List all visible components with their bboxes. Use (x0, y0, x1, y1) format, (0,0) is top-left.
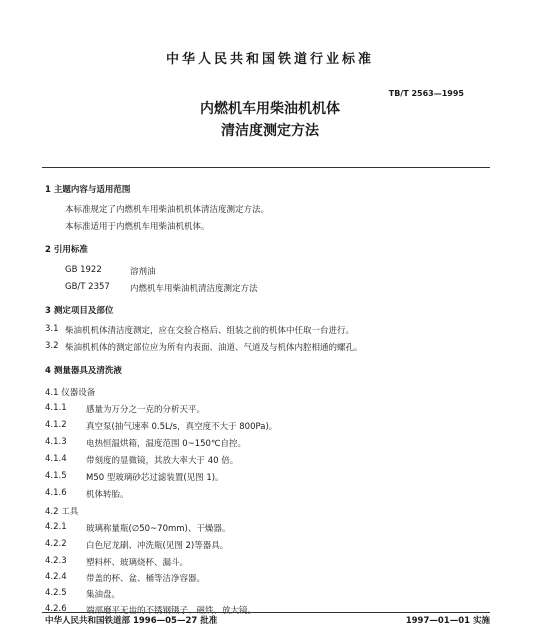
section-1-paragraph-1: 本标准规定了内燃机车用柴油机机体清洁度测定方法。 (65, 205, 270, 215)
section-1-paragraph-2: 本标准适用于内燃机车用柴油机机体。 (65, 222, 210, 232)
section-1-heading: 1 主题内容与适用范围 (45, 185, 131, 195)
clause-4-1-4-text: 带刻度的显微镜，其放大率大于 40 倍。 (86, 456, 239, 466)
clause-4-2-1-text: 玻璃称量瓶(∅50~70mm)、干燥器。 (86, 524, 231, 534)
clause-4-2-3-number: 4.2.3 (45, 556, 67, 566)
section-4-heading: 4 测量器具及清洗液 (45, 366, 122, 376)
clause-4-1-6-text: 机体转胎。 (86, 490, 129, 500)
clause-4-2-5-number: 4.2.5 (45, 588, 67, 598)
document-number: TB/T 2563—1995 (388, 89, 464, 98)
title-divider (42, 167, 490, 168)
clause-4-2-6-text: 端部磨平无齿的不锈钢镊子、磁铁、放大镜。 (86, 606, 257, 616)
clause-4-1-6-number: 4.1.6 (45, 488, 67, 498)
footer-approval: 中华人民共和国铁道部 1996—05—27 批准 (45, 616, 218, 626)
clause-4-1-2-text: 真空泵(抽气速率 0.5L/s，真空度不大于 800Pa)。 (86, 422, 278, 432)
clause-4-1-3-number: 4.1.3 (45, 437, 67, 447)
clause-4-2-2-number: 4.2.2 (45, 539, 67, 549)
subsection-4-1-heading: 4.1 仪器设备 (45, 388, 96, 398)
clause-4-2-3-text: 塑料杯、玻璃烧杯、漏斗。 (86, 558, 189, 568)
reference-1-code: GB 1922 (65, 265, 102, 275)
clause-4-2-4-number: 4.2.4 (45, 572, 67, 582)
section-3-heading: 3 测定项目及部位 (45, 306, 114, 316)
footer-effective-date: 1997—01—01 实施 (405, 616, 490, 626)
title-line-1: 内燃机车用柴油机机体 (200, 101, 340, 117)
reference-1-title: 溶剂油 (130, 267, 156, 277)
clause-3-2-text: 柴油机机体的测定部位应为所有内表面、油道、气道及与机体内腔相通的螺孔。 (65, 343, 363, 353)
clause-4-1-5-number: 4.1.5 (45, 471, 67, 481)
clause-3-1-number: 3.1 (45, 324, 59, 334)
clause-4-2-2-text: 白色尼龙刷、冲洗瓶(见图 2)等器具。 (86, 541, 229, 551)
clause-4-1-2-number: 4.1.2 (45, 420, 67, 430)
title-line-2: 清洁度测定方法 (221, 123, 319, 139)
section-2-heading: 2 引用标准 (45, 245, 88, 255)
reference-2-code: GB/T 2357 (65, 282, 110, 292)
clause-4-2-1-number: 4.2.1 (45, 522, 67, 532)
clause-4-1-1-number: 4.1.1 (45, 403, 67, 413)
clause-4-1-5-text: M50 型玻璃砂芯过滤装置(见图 1)。 (86, 473, 224, 483)
reference-2-title: 内燃机车用柴油机清洁度测定方法 (130, 284, 258, 294)
clause-4-1-1-text: 感量为万分之一克的分析天平。 (86, 405, 206, 415)
subsection-4-2-heading: 4.2 工具 (45, 507, 79, 517)
clause-4-1-3-text: 电热恒温烘箱，温度范围 0~150℃自控。 (86, 439, 247, 449)
clause-4-2-5-text: 集油盘。 (86, 590, 121, 600)
clause-3-1-text: 柴油机机体清洁度测定，应在交验合格后、组装之前的机体中任取一台进行。 (65, 326, 355, 336)
clause-4-1-4-number: 4.1.4 (45, 454, 67, 464)
footer-divider (42, 612, 490, 613)
clause-4-2-6-number: 4.2.6 (45, 604, 67, 614)
standard-header: 中华人民共和国铁道行业标准 (165, 52, 374, 67)
clause-4-2-4-text: 带盖的杯、盆、桶等洁净容器。 (86, 574, 206, 584)
clause-3-2-number: 3.2 (45, 341, 59, 351)
